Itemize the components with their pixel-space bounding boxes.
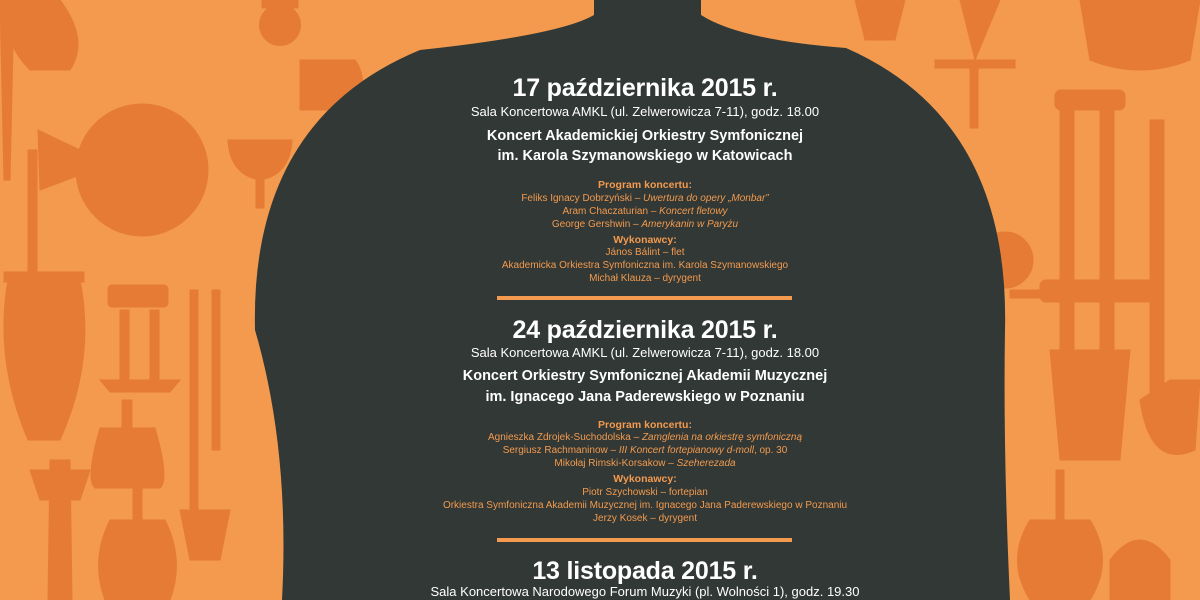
program-item: Feliks Ignacy Dobrzyński – Uwertura do opery „Monbar” bbox=[521, 193, 769, 204]
event-title-line1: Koncert Orkiestry Symfonicznej Akademii Muzycznej bbox=[462, 368, 828, 384]
program-item: Sergiusz Rachmaninow – III Koncert fortepianowy d-moll, op. 30 bbox=[502, 445, 788, 456]
program-label: Program koncertu: bbox=[598, 179, 692, 191]
program-item: Aram Chaczaturian – Koncert fletowy bbox=[562, 206, 728, 217]
event-venue: Sala Koncertowa AMKL (ul. Zelwerowicza 7-11), godz. 18.00 bbox=[470, 104, 820, 119]
event-title-line2: im. Karola Szymanowskiego w Katowicach bbox=[497, 148, 793, 164]
event-date: 17 października 2015 r. bbox=[512, 74, 778, 102]
performer-item: Michał Klauza – dyrygent bbox=[589, 273, 701, 284]
performer-item: Jerzy Kosek – dyrygent bbox=[593, 513, 697, 524]
event-title-line1: Koncert Akademickiej Orkiestry Symfonicznej bbox=[486, 128, 804, 144]
event-venue: Sala Koncertowa Narodowego Forum Muzyki (pl. Wolności 1), godz. 19.30 bbox=[430, 584, 860, 599]
performer-item: Akademicka Orkiestra Symfoniczna im. Karola Szymanowskiego bbox=[501, 260, 789, 271]
event-date: 13 listopada 2015 r. bbox=[532, 557, 758, 585]
performer-item: Orkiestra Symfoniczna Akademii Muzycznej im. Ignacego Jana Paderewskiego w Poznaniu bbox=[442, 500, 848, 511]
event-title-line2: im. Ignacego Jana Paderewskiego w Poznaniu bbox=[485, 389, 805, 405]
performer-item: Piotr Szychowski – fortepian bbox=[582, 487, 708, 498]
section-divider bbox=[497, 538, 792, 542]
performer-item: János Bálint – flet bbox=[605, 247, 685, 258]
performers-label: Wykonawcy: bbox=[613, 473, 677, 485]
section-divider bbox=[497, 296, 792, 300]
event-date: 24 października 2015 r. bbox=[512, 316, 778, 344]
event-listing bbox=[300, 0, 990, 600]
program-label: Program koncertu: bbox=[598, 419, 692, 431]
performers-label: Wykonawcy: bbox=[613, 234, 677, 246]
event-venue: Sala Koncertowa AMKL (ul. Zelwerowicza 7-11), godz. 18.00 bbox=[470, 345, 820, 360]
program-item: Agnieszka Zdrojek-Suchodolska – Zamglenia na orkiestrę symfoniczną bbox=[487, 432, 803, 443]
program-item: George Gershwin – Amerykanin w Paryżu bbox=[551, 219, 739, 230]
program-item: Mikołaj Rimski-Korsakow – Szeherezada bbox=[554, 458, 736, 469]
